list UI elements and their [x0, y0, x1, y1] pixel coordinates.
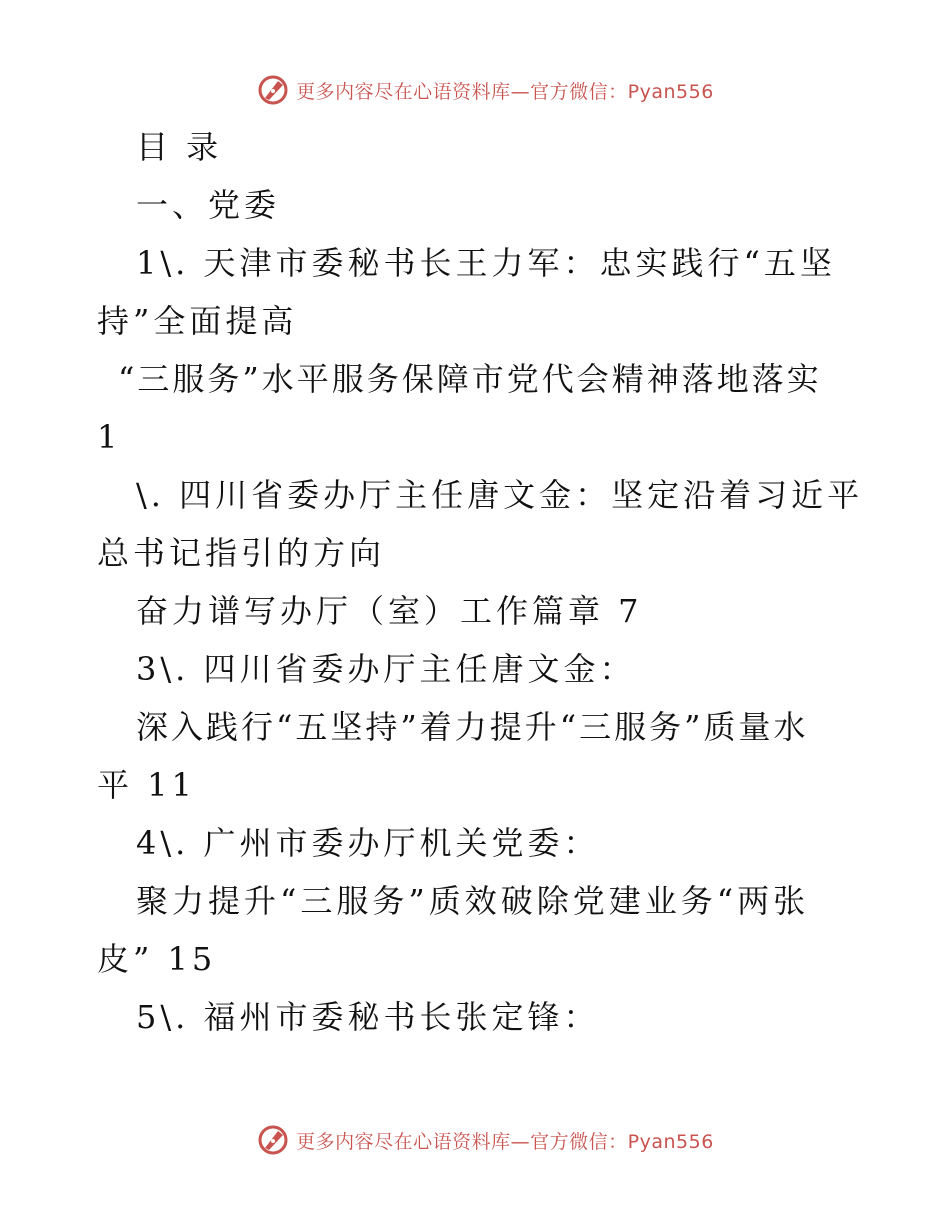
- toc-entry-line: 4\. 广州市委办厅机关党委：: [136, 824, 600, 862]
- toc-entry-line: 聚力提升“三服务”质效破除党建业务“两张: [136, 882, 810, 920]
- toc-entry-line: 奋力谱写办厅（室）工作篇章 7: [136, 592, 643, 630]
- toc-entry-line: 持”全面提高: [97, 302, 298, 340]
- toc-entry-line: 总书记指引的方向: [97, 534, 386, 572]
- toc-entry-line: 5\. 福州市委秘书长张定锋：: [136, 998, 600, 1036]
- toc-entry-line: 3\. 四川省委办厅主任唐文金：: [136, 650, 636, 688]
- pen-nib-logo-icon: [256, 1123, 290, 1157]
- footer-watermark: [0, 1120, 950, 1160]
- header-watermark: [0, 70, 950, 110]
- watermark-text: 更多内容尽在心语资料库—官方微信：Pyan556: [296, 1130, 714, 1153]
- toc-entry-line: “三服务”水平服务保障市党代会精神落地落实: [118, 360, 822, 398]
- toc-page-number: 1: [97, 418, 122, 456]
- watermark-text: 更多内容尽在心语资料库—官方微信：Pyan556: [296, 80, 714, 103]
- toc-heading: 目 录: [136, 128, 223, 166]
- toc-entry-line: 1\. 天津市委秘书长王力军：忠实践行“五坚: [136, 244, 836, 282]
- toc-entry-line: 皮” 15: [97, 940, 217, 978]
- toc-entry-line: 平 11: [97, 766, 196, 804]
- toc-entry-line: \. 四川省委办厅主任唐文金：坚定沿着习近平: [136, 476, 864, 514]
- toc-entry-line: 深入践行“五坚持”着力提升“三服务”质量水: [136, 708, 809, 746]
- pen-nib-logo-icon: [256, 73, 290, 107]
- toc-section-heading: 一、党委: [136, 186, 281, 224]
